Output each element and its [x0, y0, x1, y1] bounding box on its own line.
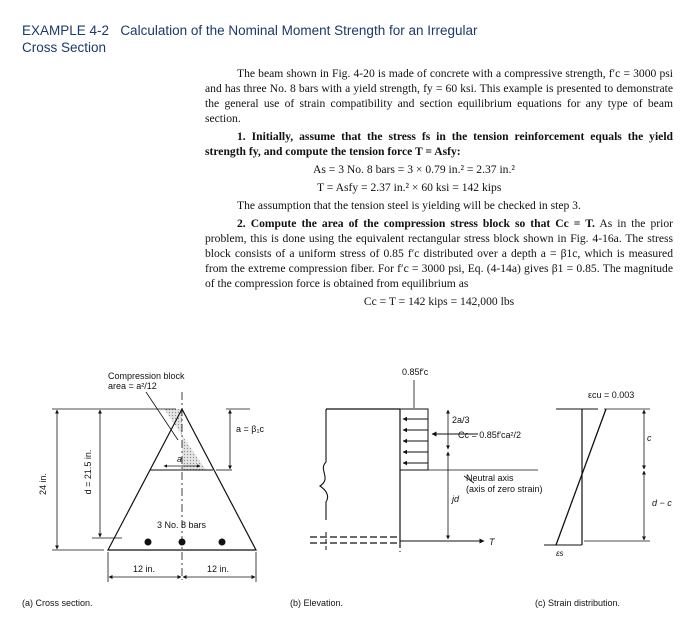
jd-label: jd	[452, 494, 460, 504]
example-title: Calculation of the Nominal Moment Strength for an Irregular	[120, 23, 478, 38]
step-2-heading: 2. Compute the area of the compression stress block so that Cc = T.	[237, 217, 595, 230]
panel-b-elevation	[290, 367, 543, 608]
example-tag: EXAMPLE 4-2	[22, 23, 110, 38]
step-2-text: As in the prior problem, this is done using the equivalent rectangular stress block shown in Fig. 4-16a. The stress block consists of a uniform stress of 0.85 f′c distributed over a depth a = β1c, which is measured from the extreme compression fiber. For f′c = 3000 psi, Eq. (4-14a) gives β1 = 0.85. The magnitude of the compression force is obtained from equilibrium as	[205, 217, 673, 290]
t-label: T	[489, 537, 495, 547]
rebar-right	[219, 539, 226, 546]
dc-label: d − c	[652, 498, 672, 508]
bars-label: 3 No. 8 bars	[157, 520, 207, 530]
panel-c-strain-distribution	[535, 390, 672, 608]
caption-c: (c) Strain distribution.	[535, 598, 621, 608]
a-width-label: a	[177, 454, 183, 464]
stress-label: 0.85f′c	[402, 367, 429, 377]
equation-t: T = Asfy = 2.37 in.² × 60 ksi = 142 kips	[317, 181, 502, 194]
compression-block-label-1: Compression block	[108, 371, 185, 381]
ecu-label: εcu = 0.003	[588, 390, 635, 400]
rebar-center	[179, 539, 186, 546]
caption-a: (a) Cross section.	[22, 598, 93, 608]
panel-a-cross-section	[22, 371, 264, 608]
two-thirds-label: 2a/3	[452, 415, 470, 425]
strain-diagonal	[556, 409, 606, 545]
width-right-label: 12 in.	[207, 564, 230, 574]
caption-b: (b) Elevation.	[290, 598, 344, 608]
height-label: 24 in.	[38, 472, 48, 496]
neutral-axis-label-1: Neutral axis	[466, 473, 514, 483]
es-label: εs	[556, 549, 564, 558]
rebar-left	[145, 539, 152, 546]
intro-paragraph: The beam shown in Fig. 4-20 is made of concrete with a compressive strength, f′c = 3000 psi and has three No. 8 bars with a yield strength, fy = 60 ksi. This example is presented to demonstrate the general use of strain compatibility and section equilibrium equations for any type of beam section.	[205, 67, 673, 125]
step-1-heading-text: 1. Initially, assume that the stress fs in the tension reinforcement equals the yield strength fy, and compute the tension force T = Asfy:	[205, 130, 673, 158]
stress-arrows	[403, 419, 428, 463]
width-left-label: 12 in.	[133, 564, 156, 574]
neutral-axis-label-2: (axis of zero strain)	[466, 484, 543, 494]
cc-label: Cc = 0.85f′ca²/2	[458, 430, 521, 440]
depth-label: d = 21.5 in.	[83, 449, 93, 495]
compression-block-label-2: area = a²/12	[108, 381, 157, 391]
equation-cc: Cc = T = 142 kips = 142,000 lbs	[363, 295, 515, 308]
example-title-cont: Cross Section	[22, 40, 107, 55]
equation-as: As = 3 No. 8 bars = 3 × 0.79 in.² = 2.37 in.²	[313, 163, 515, 176]
assumption-text: The assumption that the tension steel is yielding will be checked in step 3.	[237, 199, 581, 212]
c-label: c	[647, 433, 652, 443]
stress-block	[400, 409, 428, 470]
break-line	[320, 409, 328, 520]
compression-block-shade	[164, 409, 206, 470]
a-beta-label: a = β₁c	[236, 424, 264, 434]
